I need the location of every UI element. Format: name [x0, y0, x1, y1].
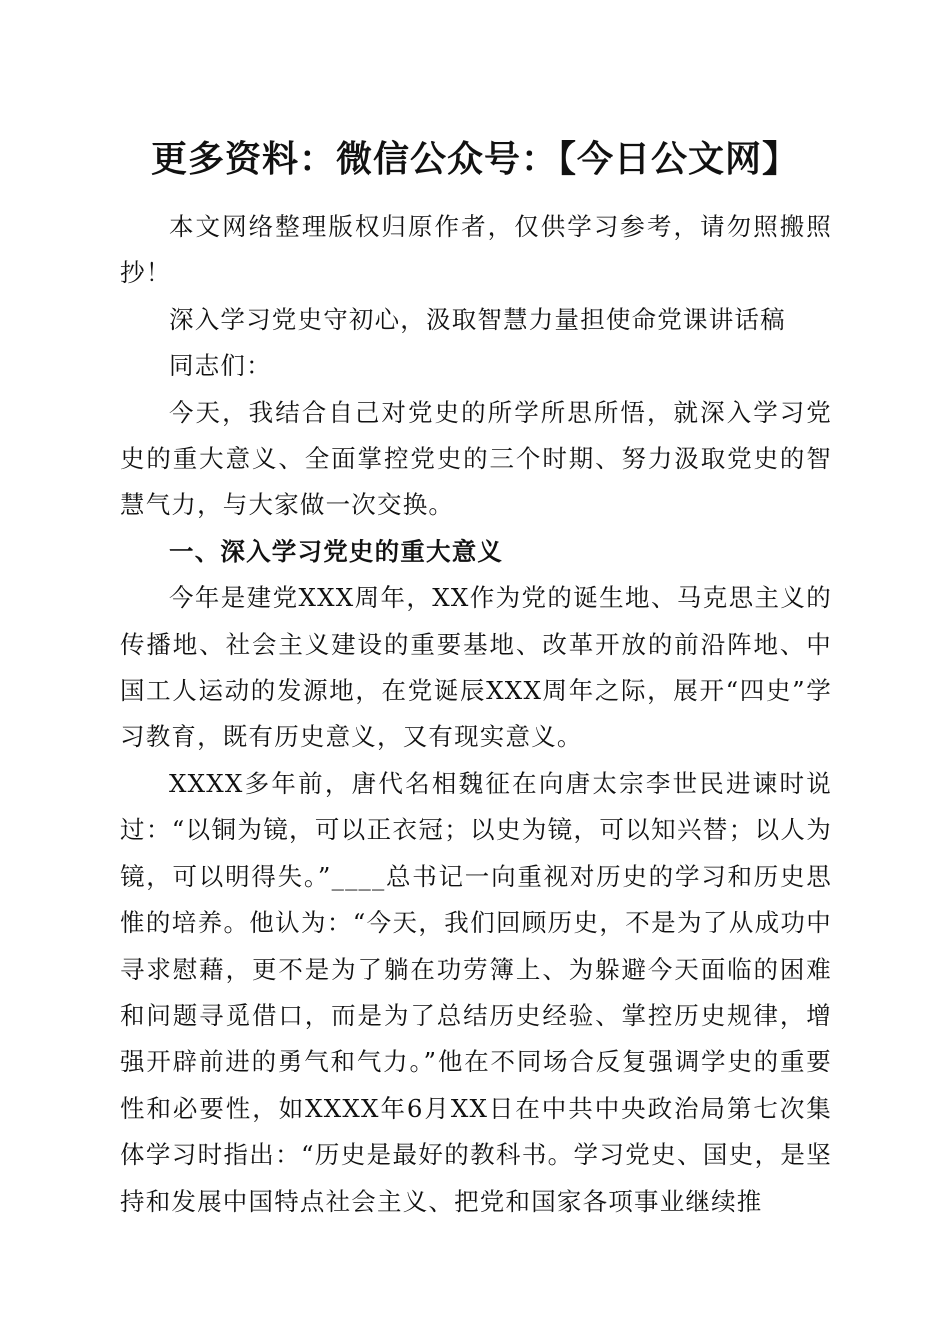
paragraph: XXXX多年前，唐代名相魏征在向唐太宗李世民进谏时说过：“以铜为镜，可以正衣冠；以史为镜，可以知兴替；以人为镜，可以明得失。”____总书记一向重视对历史的学习和历史思惟的培养。他认为：“今天，我们回顾历史，不是为了从成功中寻求慰藉，更不是为了躺在功劳簿上、为躲避今天面临的困难和问题寻觅借口，而是为了总结历史经验、掌控历史规律，增强开辟前进的勇气和气力。”他在不同场合反复强调学史的重要性和必要性，如XXXX年6月XX日在中共中央政治局第七次集体学习时指出：“历史是最好的教科书。学习党史、国史，是坚持和发展中国特点社会主义、把党和国家各项事业继续推 [120, 768, 832, 1216]
section-heading: 一、深入学习党史的重大意义 [169, 536, 504, 566]
document-body [120, 204, 832, 1225]
paragraph: 今年是建党XXX周年，XX作为党的诞生地、马克思主义的传播地、社会主义建设的重要基地、改革开放的前沿阵地、中国工人运动的发源地，在党诞辰XXX周年之际，展开“四史”学习教育，既有历史意义，又有现实意义。 [120, 583, 832, 752]
copyright-notice: 本文网络整理版权归原作者，仅供学习参考，请勿照搬照抄！ [120, 212, 832, 288]
intro-paragraph: 今天，我结合自己对党史的所学所思所悟，就深入学习党史的重大意义、全面掌控党史的三个时期、努力汲取党史的智慧气力，与大家做一次交换。 [120, 397, 832, 520]
promo-header: 更多资料：微信公众号：【今日公文网】 [150, 138, 799, 180]
greeting: 同志们： [169, 351, 272, 381]
document-title: 深入学习党史守初心，汲取智慧力量担使命党课讲话稿 [169, 304, 786, 334]
